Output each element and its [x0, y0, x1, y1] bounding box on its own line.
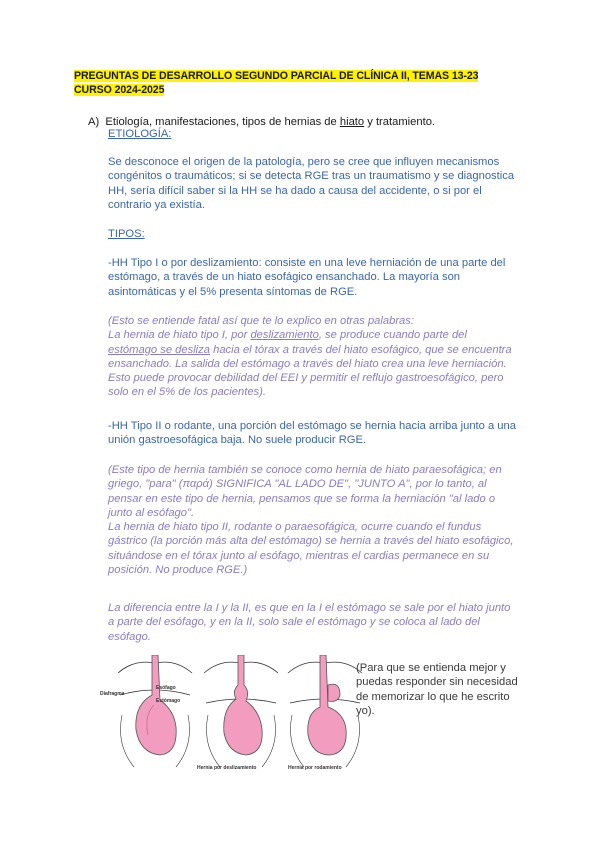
- tipo-2-note-b: La hernia de hiato tipo II, rodante o paraesofágica, ocurre cuando el fundus gástrico (la porción más alta del estómago) se hernia a través del hiato esofágico, situándose en el tórax junto al esófago, mientras el cardias permanece en su posición. No produce RGE.): [108, 521, 514, 577]
- section-a-title: [88, 115, 435, 129]
- etiologia-text: Se desconoce el origen de la patología, pero se cree que influyen mecanismos congénitos o traumáticos; si se detecta RGE tras un traumatismo y se diagnostica HH, sería difícil saber si la HH se ha dado a causa del accidente, o si por el contrario ya existía.: [108, 156, 515, 211]
- figure-rolling-hernia: [284, 655, 366, 770]
- tipo-1-note-b-pre: La hernia de hiato tipo I, por: [108, 329, 251, 342]
- tipo-1-text: -HH Tipo I o por deslizamiento: consiste en una leve herniación de una parte del estómago, a través de un hiato esofágico ensanchado. La mayoría son asintomáticas y el 5% presenta síntomas de RGE.: [108, 257, 506, 298]
- tipo-1-note: [108, 314, 518, 400]
- label-estomago: Estómago: [156, 698, 181, 704]
- section-a-marker: A): [88, 116, 100, 128]
- tipo-1-note-c-pre: del: [451, 329, 467, 342]
- section-a-title-pre: Etiología, manifestaciones, tipos de hernias de: [105, 116, 340, 128]
- tipos-difference-note: La diferencia entre la I y la II, es que en la I el estómago se sale por el hiato junto a parte del esófago, y en la II, solo sale el estómago y se coloca al lado del esófago.: [108, 602, 511, 643]
- label-esofago: Esófago: [156, 685, 176, 691]
- figure-note: (Para que se entienda mejor y puedas responder sin necesidad de memorizar lo que he escrito yo).: [356, 662, 518, 717]
- body-outline-right: [346, 715, 360, 767]
- label-diafragma: Diafragma: [100, 691, 125, 697]
- body-outline-left: [291, 715, 305, 767]
- section-a-title-link: hiato: [339, 116, 365, 128]
- tipo-1-note-b-underline: deslizamiento: [250, 329, 319, 342]
- figure-normal-anatomy: [114, 655, 196, 770]
- tipo-2-text: -HH Tipo II o rodante, una porción del estómago se hernia hacia arriba junto a una unión gastroesofágica baja. No suele producir RGE.: [108, 420, 516, 447]
- body-outline-right: [262, 715, 276, 767]
- stomach-shape: [308, 655, 346, 755]
- herniated-fundus: [328, 684, 340, 701]
- hernia-figures: [100, 655, 360, 775]
- document-header: [74, 70, 544, 97]
- caption-rolling: Hernia por rodamiento: [288, 765, 342, 771]
- body-outline-left: [121, 715, 135, 767]
- body-outline-right: [176, 715, 190, 767]
- header-line-1: PREGUNTAS DE DESARROLLO SEGUNDO PARCIAL DE CLÍNICA II, TEMAS 13-23: [74, 70, 479, 82]
- etiologia-label: ETIOLOGÍA:: [108, 128, 172, 140]
- tipo-1-note-c-underline: estómago se desliza: [108, 343, 210, 356]
- tipo-1-note-b-post: , se produce cuando parte: [318, 329, 449, 342]
- tipo-1-note-c-post: hacia el tórax a través del hiato esofágico, que se encuentra ensanchado. La salida del estómago a través del hiato crea una leve herniación. Esto puede provocar debilidad del EEI y permitir el reflujo gastroesofágico, pero solo en el 5% de los pacientes).: [108, 343, 512, 399]
- tipo-1-note-a: (Esto se entiende fatal así que te lo explico en otras palabras:: [108, 315, 414, 327]
- caption-sliding: Hernia por deslizamiento: [197, 765, 257, 771]
- tipo-2-note: [108, 463, 518, 577]
- stomach-shape: [224, 655, 262, 755]
- section-a-title-post: y tratamiento.: [364, 116, 436, 128]
- tipo-2-note-a: (Este tipo de hernia también se conoce como hernia de hiato paraesofágica; en griego, "para" (παρά) SIGNIFICA "AL LADO DE", "JUNTO A", por lo tanto, al pensar en este tipo de hernia, pensamos que se forma la herniación "al lado o junto al esófago".: [108, 464, 502, 519]
- figure-sliding-hernia: [200, 655, 282, 770]
- stomach-shape: [136, 655, 176, 755]
- header-line-2: CURSO 2024-2025: [74, 83, 165, 96]
- tipos-label: TIPOS:: [108, 228, 145, 240]
- body-outline-left: [207, 715, 221, 767]
